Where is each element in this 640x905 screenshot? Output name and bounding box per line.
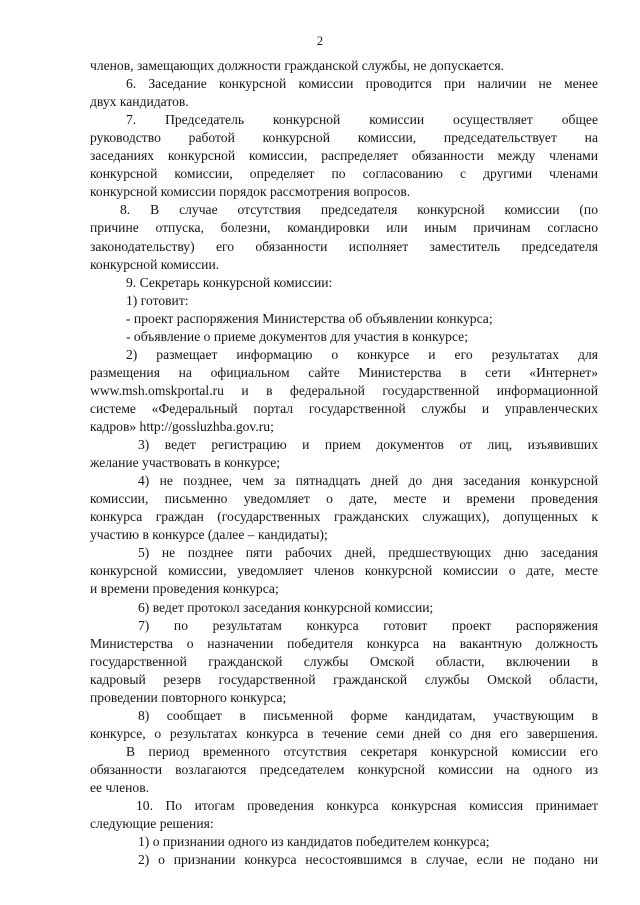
text-line: 1) готовит: <box>126 292 189 308</box>
text-line: В период временного отсутствия секретаря конкурсной комиссии его <box>126 743 598 759</box>
text-line: 2) размещает информацию о конкурсе и его результатах для <box>126 346 598 362</box>
text-line: желание участвовать в конкурсе; <box>90 455 281 471</box>
text-line: заседаниях конкурсной комиссии, распределяет обязанности между членами <box>90 148 598 164</box>
text-line: Министерства о назначении победителя конкурса на вакантную должность <box>90 635 598 651</box>
text-line: - проект распоряжения Министерства об объявлении конкурса; <box>126 310 493 326</box>
text-line: 10. По итогам проведения конкурса конкурсная комиссия принимает <box>136 798 598 814</box>
text-line: следующие решения: <box>90 816 214 832</box>
text-line: 7) по результатам конкурса готовит проект распоряжения <box>138 617 598 633</box>
text-line: комиссии, письменно уведомляет о дате, месте и времени проведения <box>90 491 598 507</box>
text-line: 8) сообщает в письменной форме кандидатам, участвующим в <box>138 707 598 723</box>
text-line: двух кандидатов. <box>90 94 189 110</box>
text-line: 6. Заседание конкурсной комиссии проводится при наличии не менее <box>126 76 598 92</box>
text-line: кадровый резерв государственной гражданской службы Омской области, <box>90 671 598 687</box>
text-line: 4) не позднее, чем за пятнадцать дней до дня заседания конкурсной <box>138 473 598 489</box>
text-line: 5) не позднее пяти рабочих дней, предшествующих дню заседания <box>138 545 598 561</box>
text-line: и времени проведения конкурса; <box>90 581 279 597</box>
text-line: www.msh.omskportal.ru и в федеральной государственной информационной <box>90 382 598 398</box>
text-line: участию в конкурсе (далее – кандидаты); <box>90 527 328 543</box>
text-line: системе «Федеральный портал государственной службы и управленческих <box>90 400 598 416</box>
text-line: 7. Председатель конкурсной комиссии осуществляет общее <box>126 112 598 128</box>
text-line: - объявление о приеме документов для участия в конкурсе; <box>126 328 468 344</box>
text-line: конкурсной комиссии порядок рассмотрения вопросов. <box>90 184 411 200</box>
text-line: причине отпуска, болезни, командировки или иным причинам согласно <box>90 220 598 236</box>
text-line: размещения на официальном сайте Министерства в сети «Интернет» <box>90 364 598 380</box>
text-line: 1) о признании одного из кандидатов победителем конкурса; <box>138 834 490 850</box>
text-line: конкурсной комиссии, определяет по согласованию с другими членами <box>90 166 598 182</box>
text-line: законодательству) его обязанности исполняет заместитель председателя <box>90 238 598 254</box>
text-line: проведении повторного конкурса; <box>90 689 287 705</box>
text-line: конкурсной комиссии, уведомляет членов конкурсной комиссии о дате, месте <box>90 563 598 579</box>
text-line: кадров» http://gossluzhba.gov.ru; <box>90 419 274 434</box>
text-line: 6) ведет протокол заседания конкурсной комиссии; <box>138 599 434 615</box>
text-line: конкурсе, о результатах конкурса в течение семи дней со дня его завершения. <box>90 725 598 741</box>
text-line: 8. В случае отсутствия председателя конкурсной комиссии (по <box>120 202 598 218</box>
text-line: руководство работой конкурсной комиссии, председательствует на <box>90 130 598 146</box>
text-line: 3) ведет регистрацию и прием документов от лиц, изъявивших <box>138 437 598 453</box>
text-line: обязанности возлагаются председателем конкурсной комиссии на одного из <box>90 761 598 777</box>
text-line: ее членов. <box>90 780 150 795</box>
text-line: 2) о признании конкурса несостоявшимся в случае, если не подано ни <box>138 852 598 868</box>
text-line: членов, замещающих должности гражданской службы, не допускается. <box>90 58 505 73</box>
text-line: конкурса граждан (государственных гражданских служащих), допущенных к <box>90 509 598 525</box>
text-line: конкурсной комиссии. <box>90 256 220 272</box>
text-line: 9. Секретарь конкурсной комиссии: <box>126 274 333 290</box>
text-line: государственной гражданской службы Омской области, включении в <box>90 653 598 669</box>
page-number: 2 <box>316 34 324 48</box>
